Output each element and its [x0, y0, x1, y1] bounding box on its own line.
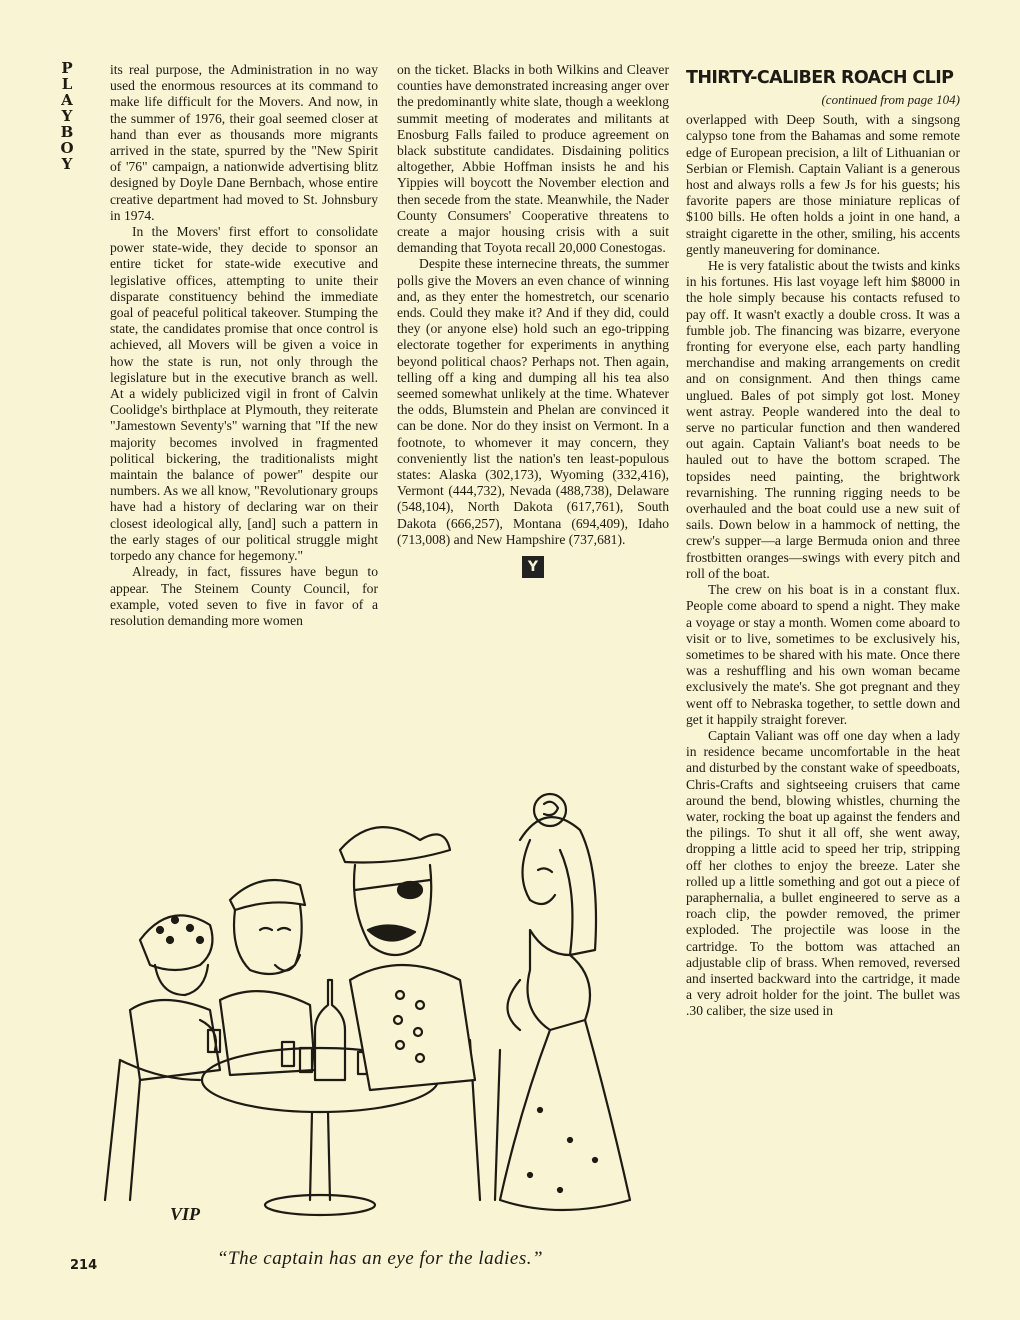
continuation-note: (continued from page 104)	[821, 92, 960, 107]
paragraph: Despite these internecine threats, the summer polls give the Movers an even chance of winning and, as they enter the homestretch, our scenario ends. Could they make it? And if they did, could they (or anyone else) hold such an ego-tripping electorate together for experiments in anything beyond political chaos? Perhaps not. Then again, telling off a king and dumping all his tea also seemed somewhat unlikely at the time. Whatever the odds, Blumstein and Phelan are convinced it can be done. Nor do they insist on Vermont. In a footnote, to whomever it may concern, they conveniently list the nation's ten least-populous states: Alaska (302,173), Wyoming (332,416), Vermont (444,732), Nevada (488,738), Delaware (548,104), North Dakota (617,761), South Dakota (666,257), Montana (694,409), Idaho (713,008) and New Hampshire (737,681).	[397, 256, 669, 547]
magazine-letter: B	[60, 123, 74, 141]
paragraph: overlapped with Deep South, with a singsong calypso tone from the Bahamas and some remote edge of European precision, a lilt of Lithuanian or Serbian or Flemish. Captain Valiant is a generous host and always rolls a few Js for his guests; his favorite papers are those miniature replicas of $100 bills. He often holds a joint in one hand, a straight cigarette in the other, smiling, his accents gently maneuvering for dominance.	[686, 112, 960, 257]
magazine-name-vertical	[52, 60, 82, 172]
artist-signature: VIP	[170, 1204, 201, 1224]
page-number: 214	[70, 1258, 98, 1273]
magazine-letter: A	[61, 91, 73, 109]
paragraph: Already, in fact, fissures have begun to appear. The Steinem County Council, for example, voted seven to five in favor of a resolution demanding more women	[110, 564, 378, 628]
end-of-article-rabbit-icon: Y	[522, 556, 544, 578]
cartoon-caption: “The captain has an eye for the ladies.”	[216, 1248, 544, 1269]
cartoon-illustration	[100, 780, 660, 1240]
table-leg	[310, 1112, 330, 1200]
paragraph: Captain Valiant was off one day when a lady in residence became uncomfortable in the heat and disturbed by the constant wake of speedboats, Chris-Crafts and sightseeing cruisers that came around the bend, blowing whistles, churning the water, rocking the boat up against the fenders and the pilings. To shut it all off, she went away, dropping a little acid to speed her trip, stripping off her clothes to enjoy the breeze. Later she rolled up a little something and got out a piece of paraphernalia, a bullet engineered to serve as a roach clip, the powder removed, the primer exploded. The projectile was loose in the cartridge. To the bottom was attached an adjustable clip of brass. When removed, reversed and inserted backward into the cartridge, it made a very adroit holder for the joint. The bullet was .30 caliber, the size used in	[686, 727, 960, 1019]
paragraph: The crew on his boat is in a constant flux. People come aboard to spend a night. They make a voyage or stay a month. Women come aboard to visit or to live, sometimes to be exclusively his, sometimes to be shared with his mate. Once there was a reshuffling and his own woman became exclusively the mate's. She got pregnant and they went off to Nebraska together, to settle down and get it happily straight forever.	[686, 582, 960, 727]
magazine-letter: L	[61, 75, 73, 93]
figure-woman-kerchief	[130, 915, 220, 1080]
table-base	[265, 1195, 375, 1215]
paragraph: In the Movers' first effort to consolidate power state-wide, they decide to sponsor an entire ticket for state-wide executive and legislative offices, attempting to unite their disparate constituency behind the immediate goal of peaceful political takeover. Stumping the state, the candidates promise that once control is achieved, all Movers will be given a voice in how the state is run, not only through the legislature but in the executive branch as well. At a widely publicized vigil in front of Calvin Coolidge's birthplace at Plymouth, they reiterate "Jamestown Seventy's" warning that "If the new majority becomes involved in fragmented political bickering, the traditionalists might maintain the balance of power" despite our numbers. As we all know, "Revolutionary groups have had a history of declaring war on their closest ideological ally, [and] such a pattern in the early stages of our political struggle might torpedo any chance for hegemony."	[110, 224, 378, 564]
magazine-letter: O	[60, 139, 74, 157]
paragraph: He is very fatalistic about the twists and kinks in his fortunes. His last voyage left him $8000 in the hole simply because his contacts refused to pay off. It wasn't exactly a double cross. It was a fumble job. The financing was bizarre, everyone fronting for everyone else, each party handling merchandise and making arrangements on credit and on consignment. And then things came unglued. Bales of pot simply got lost. Money went astray. People wandered into the deal to serve no particular function and then wandered out again. Captain Valiant's boat needs to be hauled out to have the bottom scraped. The topsides need painting, the brightwork revarnishing. The running rigging needs to be overhauled and the boat could use a new suit of sails. Down below in a hammock of netting, the crew's supper—a large Bermuda onion and three frostbitten oranges—swings with every pitch and roll of the boat.	[686, 258, 960, 581]
magazine-letter: Y	[61, 107, 73, 125]
article-column-1	[110, 62, 378, 629]
paragraph: its real purpose, the Administration in no way used the enormous resources at its command to make life difficult for the Movers. And now, in the summer of 1976, their goal seemed closer at hand than ever as thousands more migrants arrived in the state, spurred by the "New Spirit of '76" campaign, a nationwide advertising blitz designed by Doyle Dane Bernbach, whose entire creative department had moved to St. Johnsbury in 1974.	[110, 62, 378, 223]
article-headline: THIRTY-CALIBER ROACH CLIP	[686, 68, 954, 88]
article-column-2	[397, 62, 669, 578]
figure-lady	[500, 794, 630, 1210]
chair-left	[105, 1060, 200, 1200]
figure-man-cap	[220, 880, 315, 1075]
article-column-3	[686, 62, 960, 1020]
magazine-letter: Y	[61, 155, 73, 173]
chair-right	[470, 1040, 500, 1200]
magazine-letter: P	[61, 59, 73, 77]
paragraph: on the ticket. Blacks in both Wilkins and Cleaver counties have demonstrated increasing anger over the predominantly white slate, though a weeklong summit meeting of moderates and militants at Enosburg Falls failed to produce agreement on black substitute candidates. Disdaining politics altogether, Abbie Hoffman insists he and his Yippies will boycott the November election and then secede from the state. Meanwhile, the Nader County Consumers' Cooperative threatens to create a major housing crisis with a suit demanding that Toyota recall 20,000 Conestogas.	[397, 62, 669, 256]
